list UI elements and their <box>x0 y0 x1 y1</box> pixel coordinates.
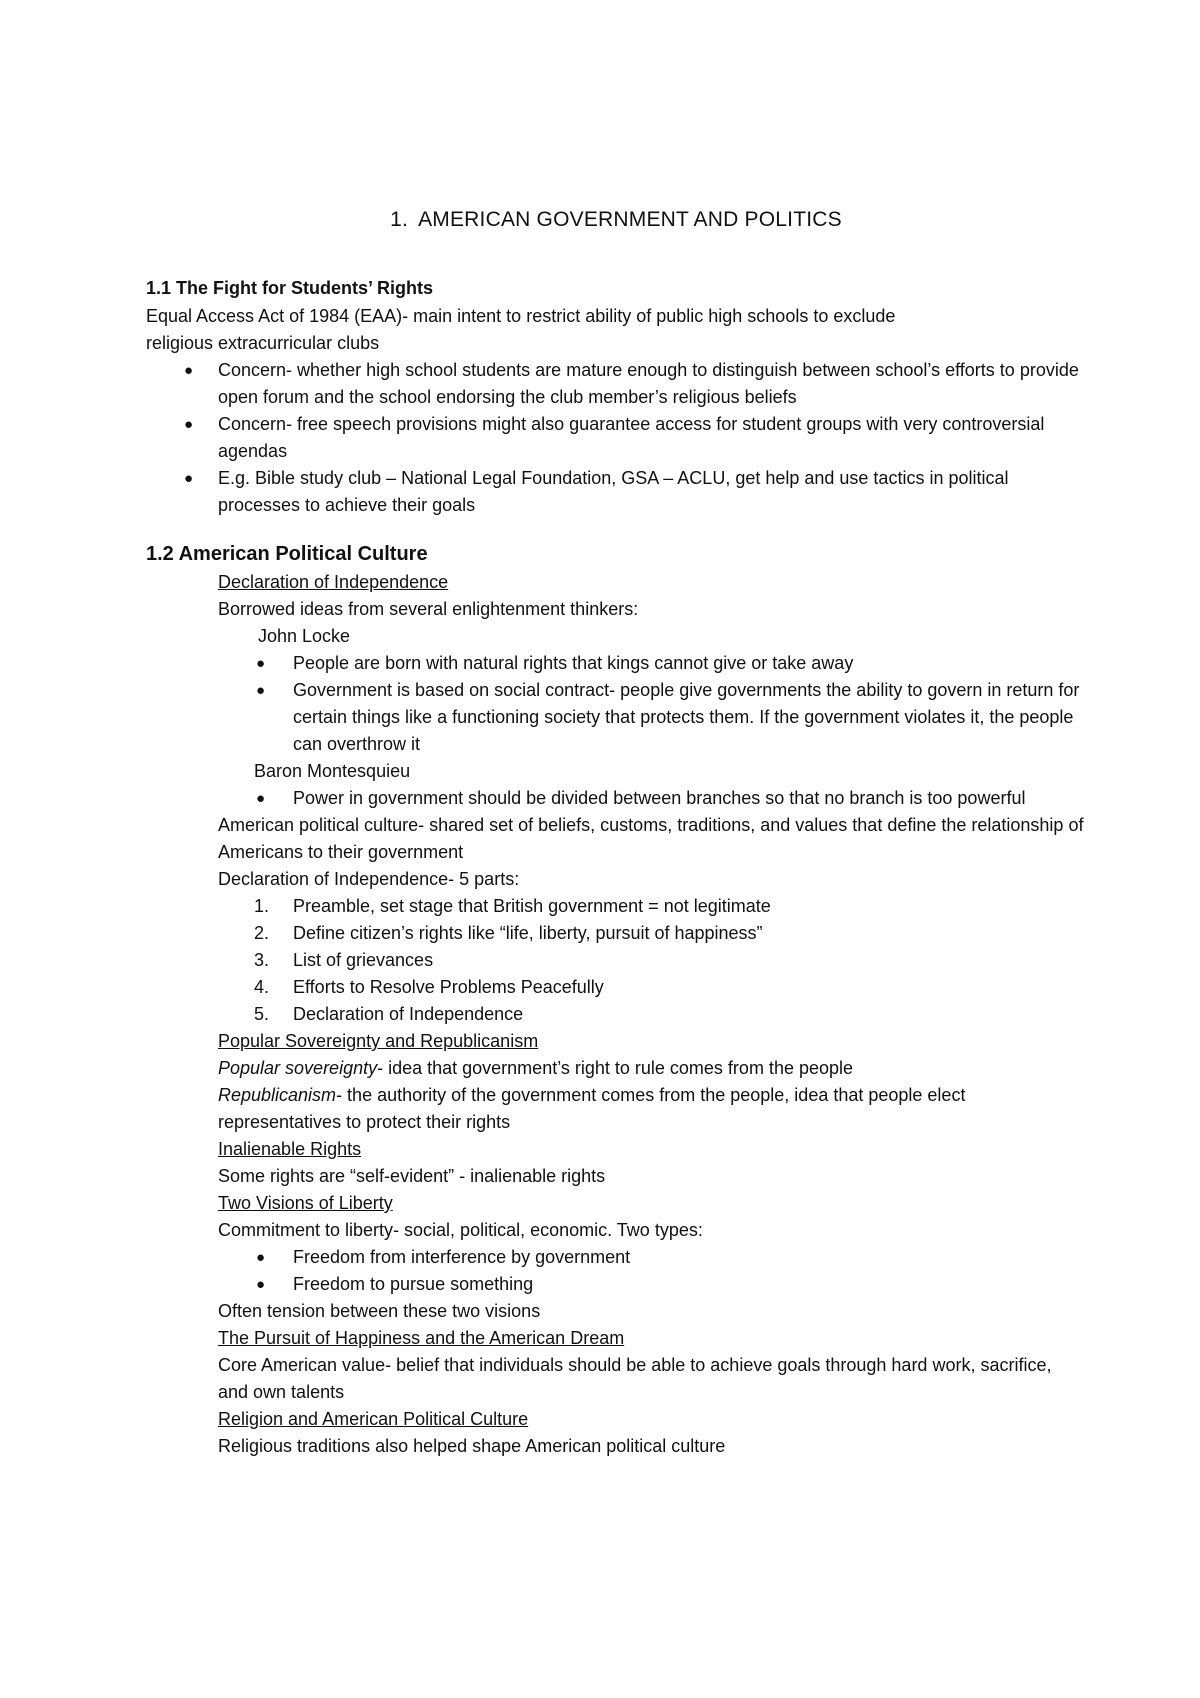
list-item <box>146 974 1086 1001</box>
paragraph: American political culture- shared set of beliefs, customs, traditions, and values that define the relationship of Americans to their government <box>218 815 1084 862</box>
section-1-2 <box>146 539 1086 1460</box>
subheading: Declaration of Independence <box>218 572 449 592</box>
list-item-text: Concern- whether high school students are mature enough to distinguish between school’s efforts to provide open forum and the school endorsing the club member’s religious beliefs <box>218 360 1079 407</box>
paragraph: Equal Access Act of 1984 (EAA)- main intent to restrict ability of public high schools to exclude <box>146 306 896 326</box>
list-number: 2. <box>254 923 270 943</box>
subheading: The Pursuit of Happiness and the American Dream <box>218 1328 625 1348</box>
subheading: Inalienable Rights <box>218 1139 362 1159</box>
paragraph: Declaration of Independence- 5 parts: <box>218 869 520 889</box>
paragraph <box>146 1082 1086 1136</box>
list-item-text: People are born with natural rights that kings cannot give or take away <box>293 653 854 673</box>
document-body <box>146 205 1086 1460</box>
list-item <box>146 920 1086 947</box>
numbered-list <box>146 893 1086 1028</box>
thinker-name: Baron Montesquieu <box>254 761 411 781</box>
bullet-list <box>146 785 1086 812</box>
list-item <box>146 411 1086 465</box>
list-item <box>146 677 1086 758</box>
list-item <box>146 947 1086 974</box>
paragraph: religious extracurricular clubs <box>146 333 380 353</box>
bullet-icon: ● <box>256 682 266 699</box>
list-item-text: Power in government should be divided between branches so that no branch is too powerful <box>293 788 1026 808</box>
paragraph <box>146 1055 1086 1082</box>
list-item <box>146 893 1086 920</box>
title-text: AMERICAN GOVERNMENT AND POLITICS <box>418 208 842 231</box>
bullet-icon: ● <box>184 416 194 433</box>
title-number: 1. <box>390 208 409 231</box>
list-item-text: Freedom to pursue something <box>293 1274 534 1294</box>
list-item-text: Declaration of Independence <box>293 1004 524 1024</box>
subheading: Popular Sovereignty and Republicanism <box>218 1031 539 1051</box>
list-item-text: Define citizen’s rights like “life, liberty, pursuit of happiness” <box>293 923 763 943</box>
paragraph: Borrowed ideas from several enlightenment thinkers: <box>218 599 639 619</box>
list-item-text: Freedom from interference by government <box>293 1247 631 1267</box>
section-heading: 1.2 American Political Culture <box>146 543 428 565</box>
bullet-icon: ● <box>256 655 266 672</box>
bullet-icon: ● <box>256 1276 266 1293</box>
bullet-icon: ● <box>256 1249 266 1266</box>
list-item-text: Concern- free speech provisions might also guarantee access for student groups with very controversial agendas <box>218 414 1045 461</box>
paragraph: Some rights are “self-evident” - inalienable rights <box>218 1166 606 1186</box>
document-title <box>146 205 1086 235</box>
list-number: 3. <box>254 950 270 970</box>
list-item-text: List of grievances <box>293 950 434 970</box>
paragraph: Commitment to liberty- social, political, economic. Two types: <box>218 1220 703 1240</box>
subheading: Religion and American Political Culture <box>218 1409 529 1429</box>
list-number: 4. <box>254 977 270 997</box>
paragraph: Often tension between these two visions <box>218 1301 541 1321</box>
section-1-1 <box>146 273 1086 519</box>
definition: - idea that government’s right to rule comes from the people <box>377 1058 854 1078</box>
list-item <box>146 1271 1086 1298</box>
bullet-list <box>146 650 1086 758</box>
paragraph: Core American value- belief that individuals should be able to achieve goals through hard work, sacrifice, and own talents <box>218 1355 1052 1402</box>
bullet-icon: ● <box>256 790 266 807</box>
list-number: 5. <box>254 1004 270 1024</box>
list-number: 1. <box>254 896 270 916</box>
bullet-icon: ● <box>184 362 194 379</box>
bullet-icon: ● <box>184 470 194 487</box>
term: Popular sovereignty <box>218 1058 378 1078</box>
subheading: Two Visions of Liberty <box>218 1193 393 1213</box>
list-item-text: E.g. Bible study club – National Legal Foundation, GSA – ACLU, get help and use tactics in political processes to achieve their goals <box>218 468 1009 515</box>
term: Republicanism <box>218 1085 337 1105</box>
list-item <box>146 785 1086 812</box>
definition: - the authority of the government comes from the people, idea that people elect representatives to protect their rights <box>218 1085 966 1132</box>
bullet-list <box>146 357 1086 519</box>
list-item-text: Efforts to Resolve Problems Peacefully <box>293 977 604 997</box>
list-item-text: Preamble, set stage that British government = not legitimate <box>293 896 771 916</box>
thinker-name: John Locke <box>258 626 351 646</box>
list-item <box>146 357 1086 411</box>
list-item-text: Government is based on social contract- people give governments the ability to govern in return for certain things like a functioning society that protects them. If the government violates it, the people can overthrow it <box>293 680 1080 754</box>
list-item <box>146 465 1086 519</box>
list-item <box>146 1001 1086 1028</box>
bullet-list <box>146 1244 1086 1298</box>
list-item <box>146 1244 1086 1271</box>
section-heading: 1.1 The Fight for Students’ Rights <box>146 278 434 298</box>
list-item <box>146 650 1086 677</box>
paragraph: Religious traditions also helped shape American political culture <box>218 1436 726 1456</box>
